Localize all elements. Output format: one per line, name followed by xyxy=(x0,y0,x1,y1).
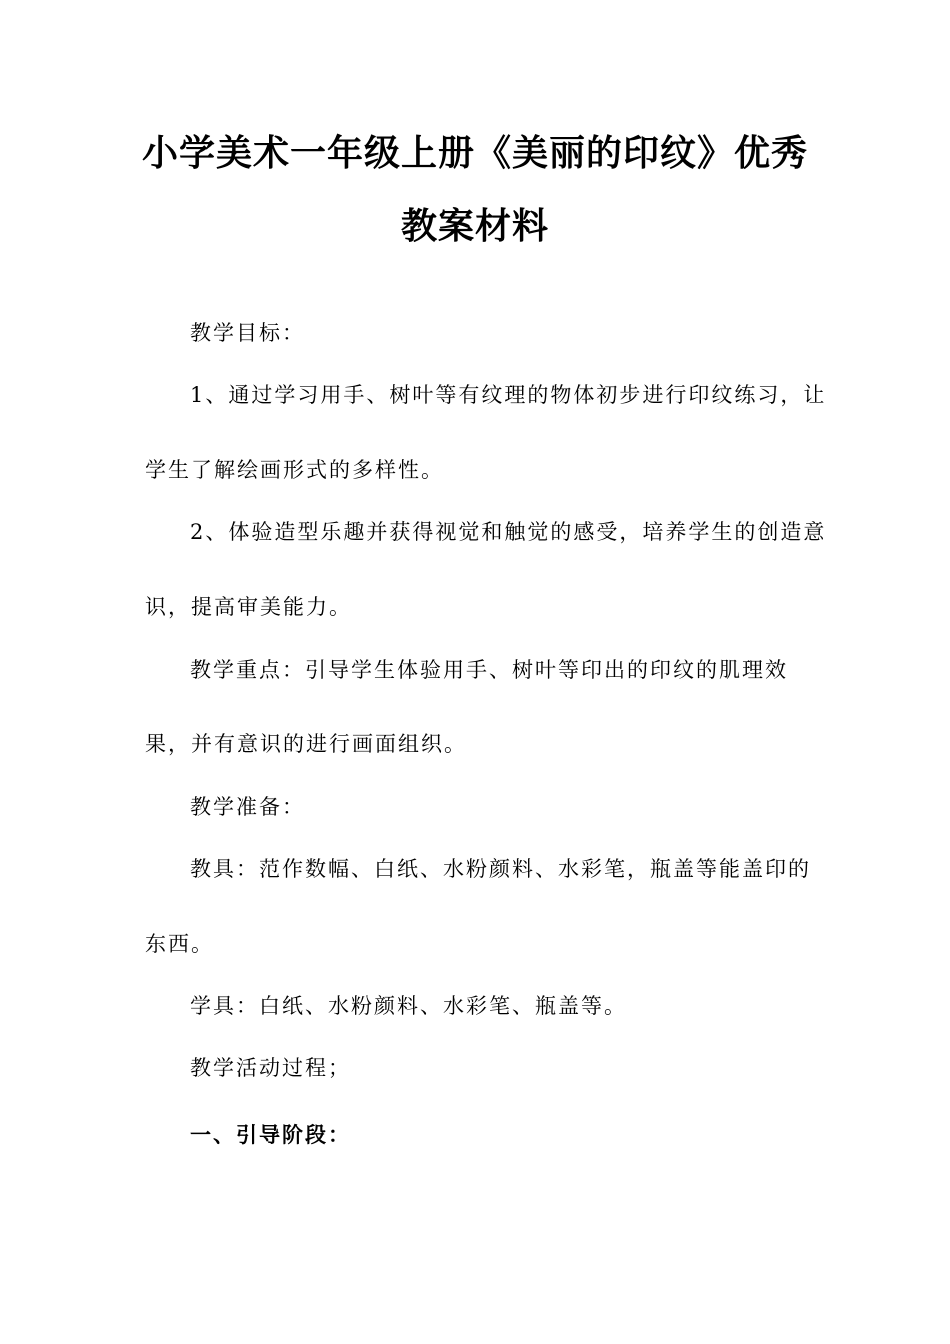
document-title-line-2: 教案材料 xyxy=(400,206,549,247)
section-heading-objectives: 教学目标： xyxy=(190,321,305,345)
paragraph-line: 东西。 xyxy=(145,932,214,956)
paragraph-line: 教具：范作数幅、白纸、水粉颜料、水彩笔，瓶盖等能盖印的 xyxy=(190,857,811,881)
paragraph-line: 学具：白纸、水粉颜料、水彩笔、瓶盖等。 xyxy=(190,994,627,1018)
paragraph-line: 学生了解绘画形式的多样性。 xyxy=(145,458,444,482)
paragraph-line: 2、体验造型乐趣并获得视觉和触觉的感受，培养学生的创造意 xyxy=(190,520,827,544)
paragraph-line: 教学重点：引导学生体验用手、树叶等印出的印纹的肌理效 xyxy=(190,658,788,682)
document-title-line-1: 小学美术一年级上册《美丽的印纹》优秀 xyxy=(141,133,808,174)
paragraph-line: 识，提高审美能力。 xyxy=(145,595,352,619)
paragraph-line: 果，并有意识的进行画面组织。 xyxy=(145,732,467,756)
section-heading-preparation: 教学准备： xyxy=(190,795,305,819)
section-heading-stage-one: 一、引导阶段： xyxy=(190,1123,351,1147)
paragraph-line: 1、通过学习用手、树叶等有纹理的物体初步进行印纹练习，让 xyxy=(190,383,827,407)
section-heading-process: 教学活动过程； xyxy=(190,1056,351,1080)
